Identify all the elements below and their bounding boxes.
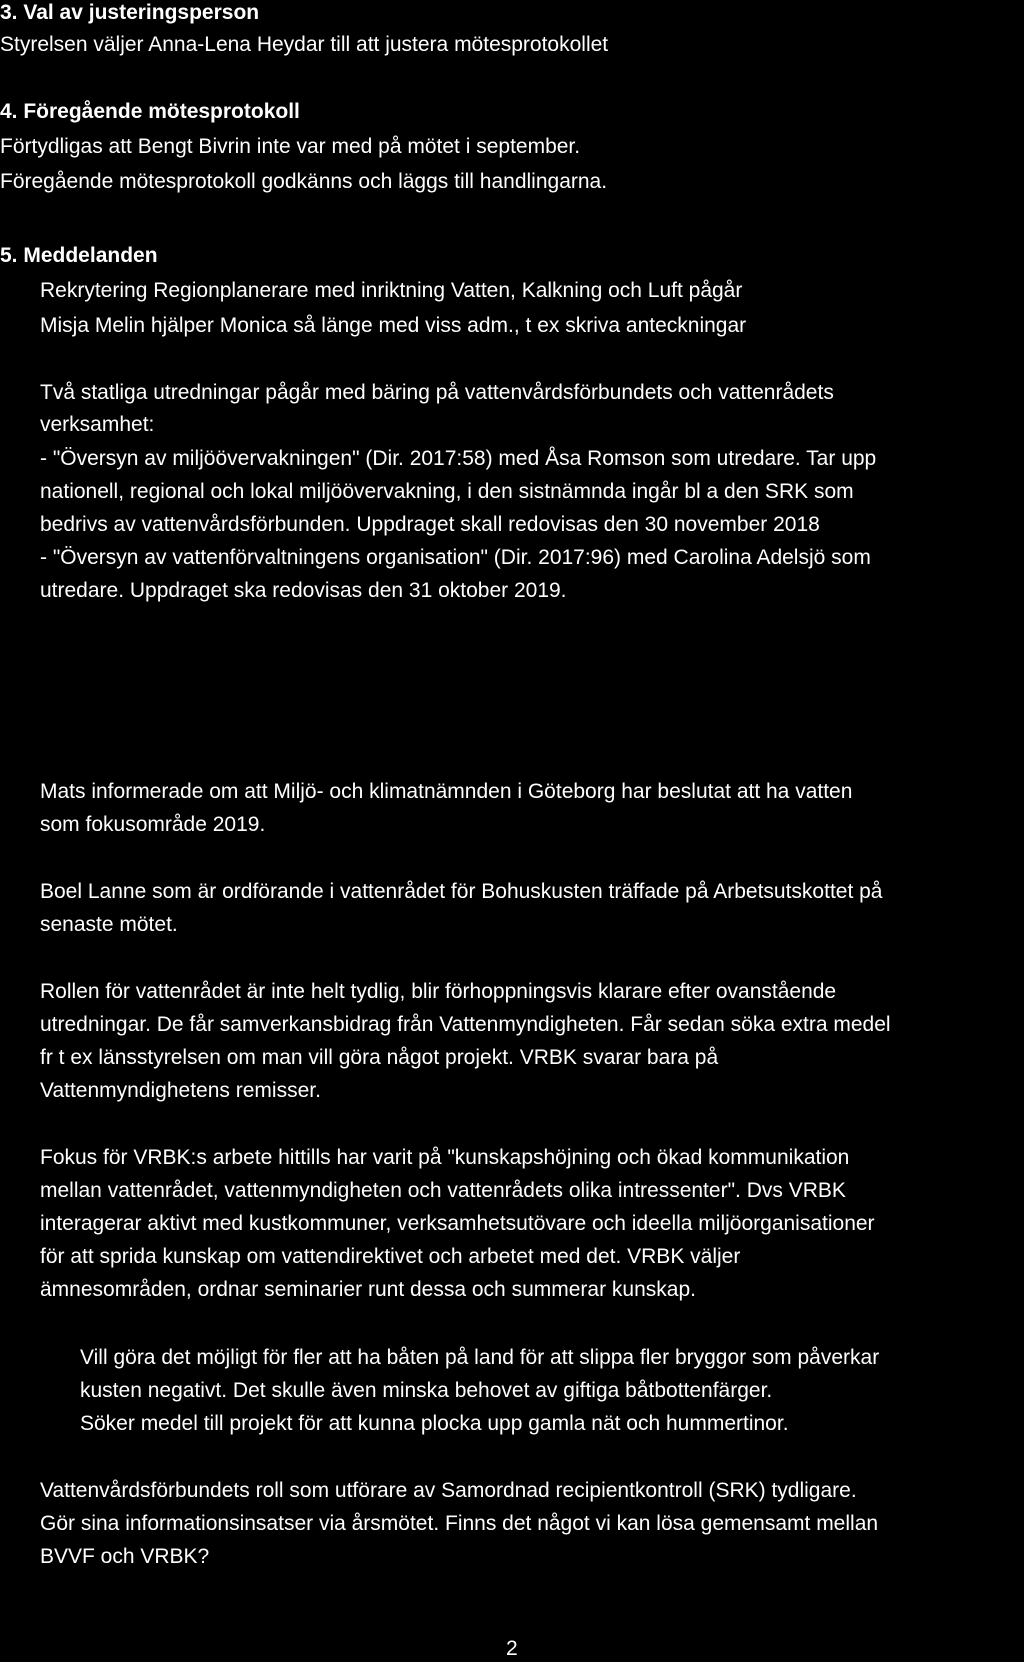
section-3-heading: 3. Val av justeringsperson	[0, 1, 260, 24]
vattenvard-line: Vattenvårdsförbundets roll som utförare av Samordnad recipientkontroll (SRK) tydligare.	[40, 1479, 857, 1502]
mats-line: som fokusområde 2019.	[40, 813, 266, 836]
vill-line: Vill göra det möjligt för fler att ha båten på land för att slippa fler bryggor som påverkar	[80, 1346, 880, 1369]
rollen-line: fr t ex länsstyrelsen om man vill göra något projekt. VRBK svarar bara på	[40, 1046, 719, 1069]
section-5-line: Rekrytering Regionplanerare med inriktning Vatten, Kalkning och Luft pågår	[40, 279, 743, 302]
utredningar-line: Två statliga utredningar pågår med bäring på vattenvårdsförbundets och vattenrådets	[40, 381, 834, 404]
section-5-heading: 5. Meddelanden	[0, 244, 158, 267]
fokus-line: ämnesområden, ordnar seminarier runt dessa och summerar kunskap.	[40, 1278, 696, 1301]
section-4-heading: 4. Föregående mötesprotokoll	[0, 100, 300, 123]
fokus-line: Fokus för VRBK:s arbete hittills har varit på "kunskapshöjning och ökad kommunikation	[40, 1146, 850, 1169]
utredningar-line: verksamhet:	[40, 413, 155, 436]
vill-line: kusten negativt. Det skulle även minska behovet av giftiga båtbottenfärger.	[80, 1379, 773, 1402]
mats-line: Mats informerade om att Miljö- och klimatnämnden i Göteborg har beslutat att ha vatten	[40, 780, 853, 803]
vill-line: Söker medel till projekt för att kunna plocka upp gamla nät och hummertinor.	[80, 1412, 789, 1435]
section-3-line: Styrelsen väljer Anna-Lena Heydar till att justera mötesprotokollet	[0, 33, 609, 56]
fokus-line: interagerar aktivt med kustkommuner, verksamhetsutövare och ideella miljöorganisationer	[40, 1212, 875, 1235]
section-5-line: Misja Melin hjälper Monica så länge med viss adm., t ex skriva anteckningar	[40, 314, 747, 337]
utredningar-line: bedrivs av vattenvårdsförbunden. Uppdraget skall redovisas den 30 november 2018	[40, 513, 820, 536]
rollen-line: Rollen för vattenrådet är inte helt tydlig, blir förhoppningsvis klarare efter ovanstående	[40, 980, 837, 1003]
section-4-line: Förtydligas att Bengt Bivrin inte var med på mötet i september.	[0, 135, 581, 158]
vattenvard-line: Gör sina informationsinsatser via årsmötet. Finns det något vi kan lösa gemensamt mellan	[40, 1512, 879, 1535]
utredningar-line: utredare. Uppdraget ska redovisas den 31 oktober 2019.	[40, 579, 567, 602]
fokus-line: för att sprida kunskap om vattendirektivet och arbetet med det. VRBK väljer	[40, 1245, 741, 1268]
rollen-line: utredningar. De får samverkansbidrag från Vattenmyndigheten. Får sedan söka extra medel	[40, 1013, 891, 1036]
vattenvard-line: BVVF och VRBK?	[40, 1545, 210, 1568]
rollen-line: Vattenmyndighetens remisser.	[40, 1079, 321, 1102]
section-4-line: Föregående mötesprotokoll godkänns och läggs till handlingarna.	[0, 170, 608, 193]
boel-line: senaste mötet.	[40, 913, 178, 936]
page-number: 2	[506, 1637, 518, 1660]
utredningar-line: nationell, regional och lokal miljöövervakning, i den sistnämnda ingår bl a den SRK som	[40, 480, 854, 503]
boel-line: Boel Lanne som är ordförande i vattenrådet för Bohuskusten träffade på Arbetsutskottet på	[40, 880, 883, 903]
fokus-line: mellan vattenrådet, vattenmyndigheten och vattenrådets olika intressenter". Dvs VRBK	[40, 1179, 846, 1202]
utredningar-line: - "Översyn av miljöövervakningen" (Dir. 2017:58) med Åsa Romson som utredare. Tar upp	[40, 447, 877, 470]
utredningar-line: - "Översyn av vattenförvaltningens organisation" (Dir. 2017:96) med Carolina Adelsjö som	[40, 546, 871, 569]
